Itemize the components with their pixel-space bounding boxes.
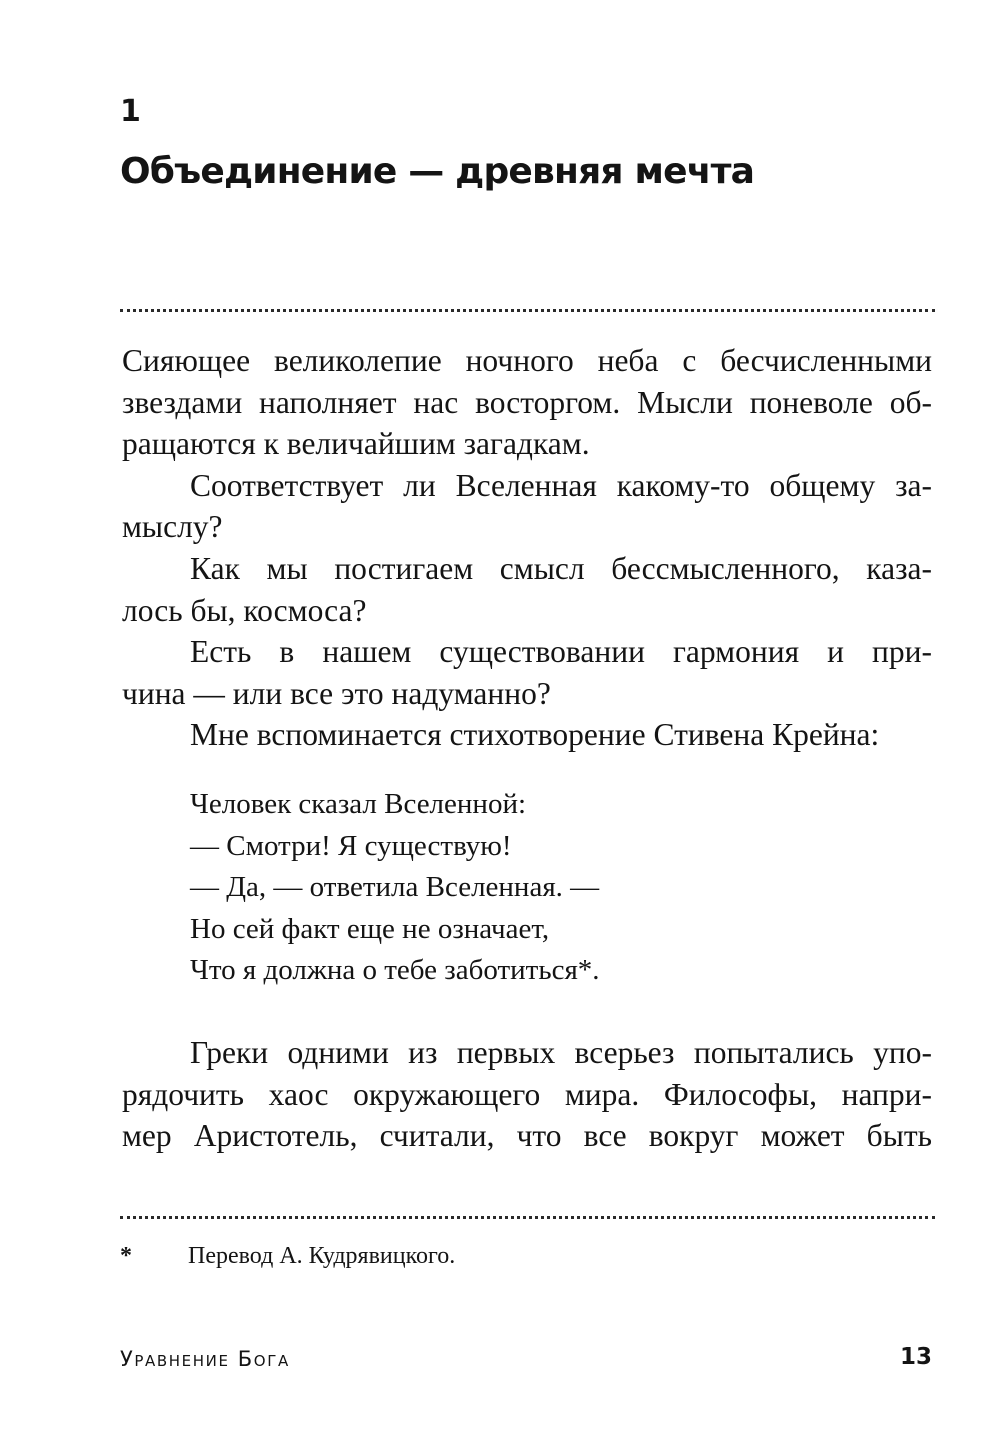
poem-line: — Да, — ответила Вселенная. — [190,871,600,903]
page-number: 13 [899,1344,932,1370]
text-line: Мне вспоминается стихотворение Стивена Крейна: [190,717,880,753]
text-line: Греки одними из первых всерьез попытались упо- [190,1035,932,1070]
text-line: Соответствует ли Вселенная какому-то общему за- [190,467,932,503]
text-line: мер Аристотель, считали, что все вокруг может быть [122,1118,932,1154]
poem-line: Человек сказал Вселенной: [190,788,527,820]
poem-line: Что я должна о тебе заботиться*. [190,954,600,986]
text-line: ращаются к величайшим загадкам. [122,426,590,462]
running-title: Уравнение Бога [120,1347,290,1371]
text-line: чина — или все это надуманно? [122,675,551,711]
chapter-number: 1 [120,94,141,129]
poem-line: Но сей факт еще не означает, [190,912,550,945]
top-divider [120,309,935,312]
text-line: мыслу? [122,509,223,545]
text-line: Сияющее великолепие ночного неба с бесчисленными [122,343,932,378]
footnote-divider [120,1216,935,1219]
text-line: Есть в нашем существовании гармония и при- [190,634,932,670]
poem-line: — Смотри! Я существую! [190,829,512,862]
text-line: лось бы, космоса? [122,592,367,628]
footnote-mark: * [120,1243,132,1269]
text-line: Как мы постигаем смысл бессмысленного, каза- [190,550,932,586]
closing-paragraph [122,1032,932,1157]
body-text [122,340,932,756]
chapter-title: Объединение — древняя мечта [120,151,755,192]
footnote-text: Перевод А. Кудрявицкого. [188,1243,456,1269]
text-line: звездами наполняет нас восторгом. Мысли поневоле об- [122,384,932,420]
poem [190,784,600,992]
text-line: рядочить хаос окружающего мира. Философы, напри- [122,1076,932,1112]
